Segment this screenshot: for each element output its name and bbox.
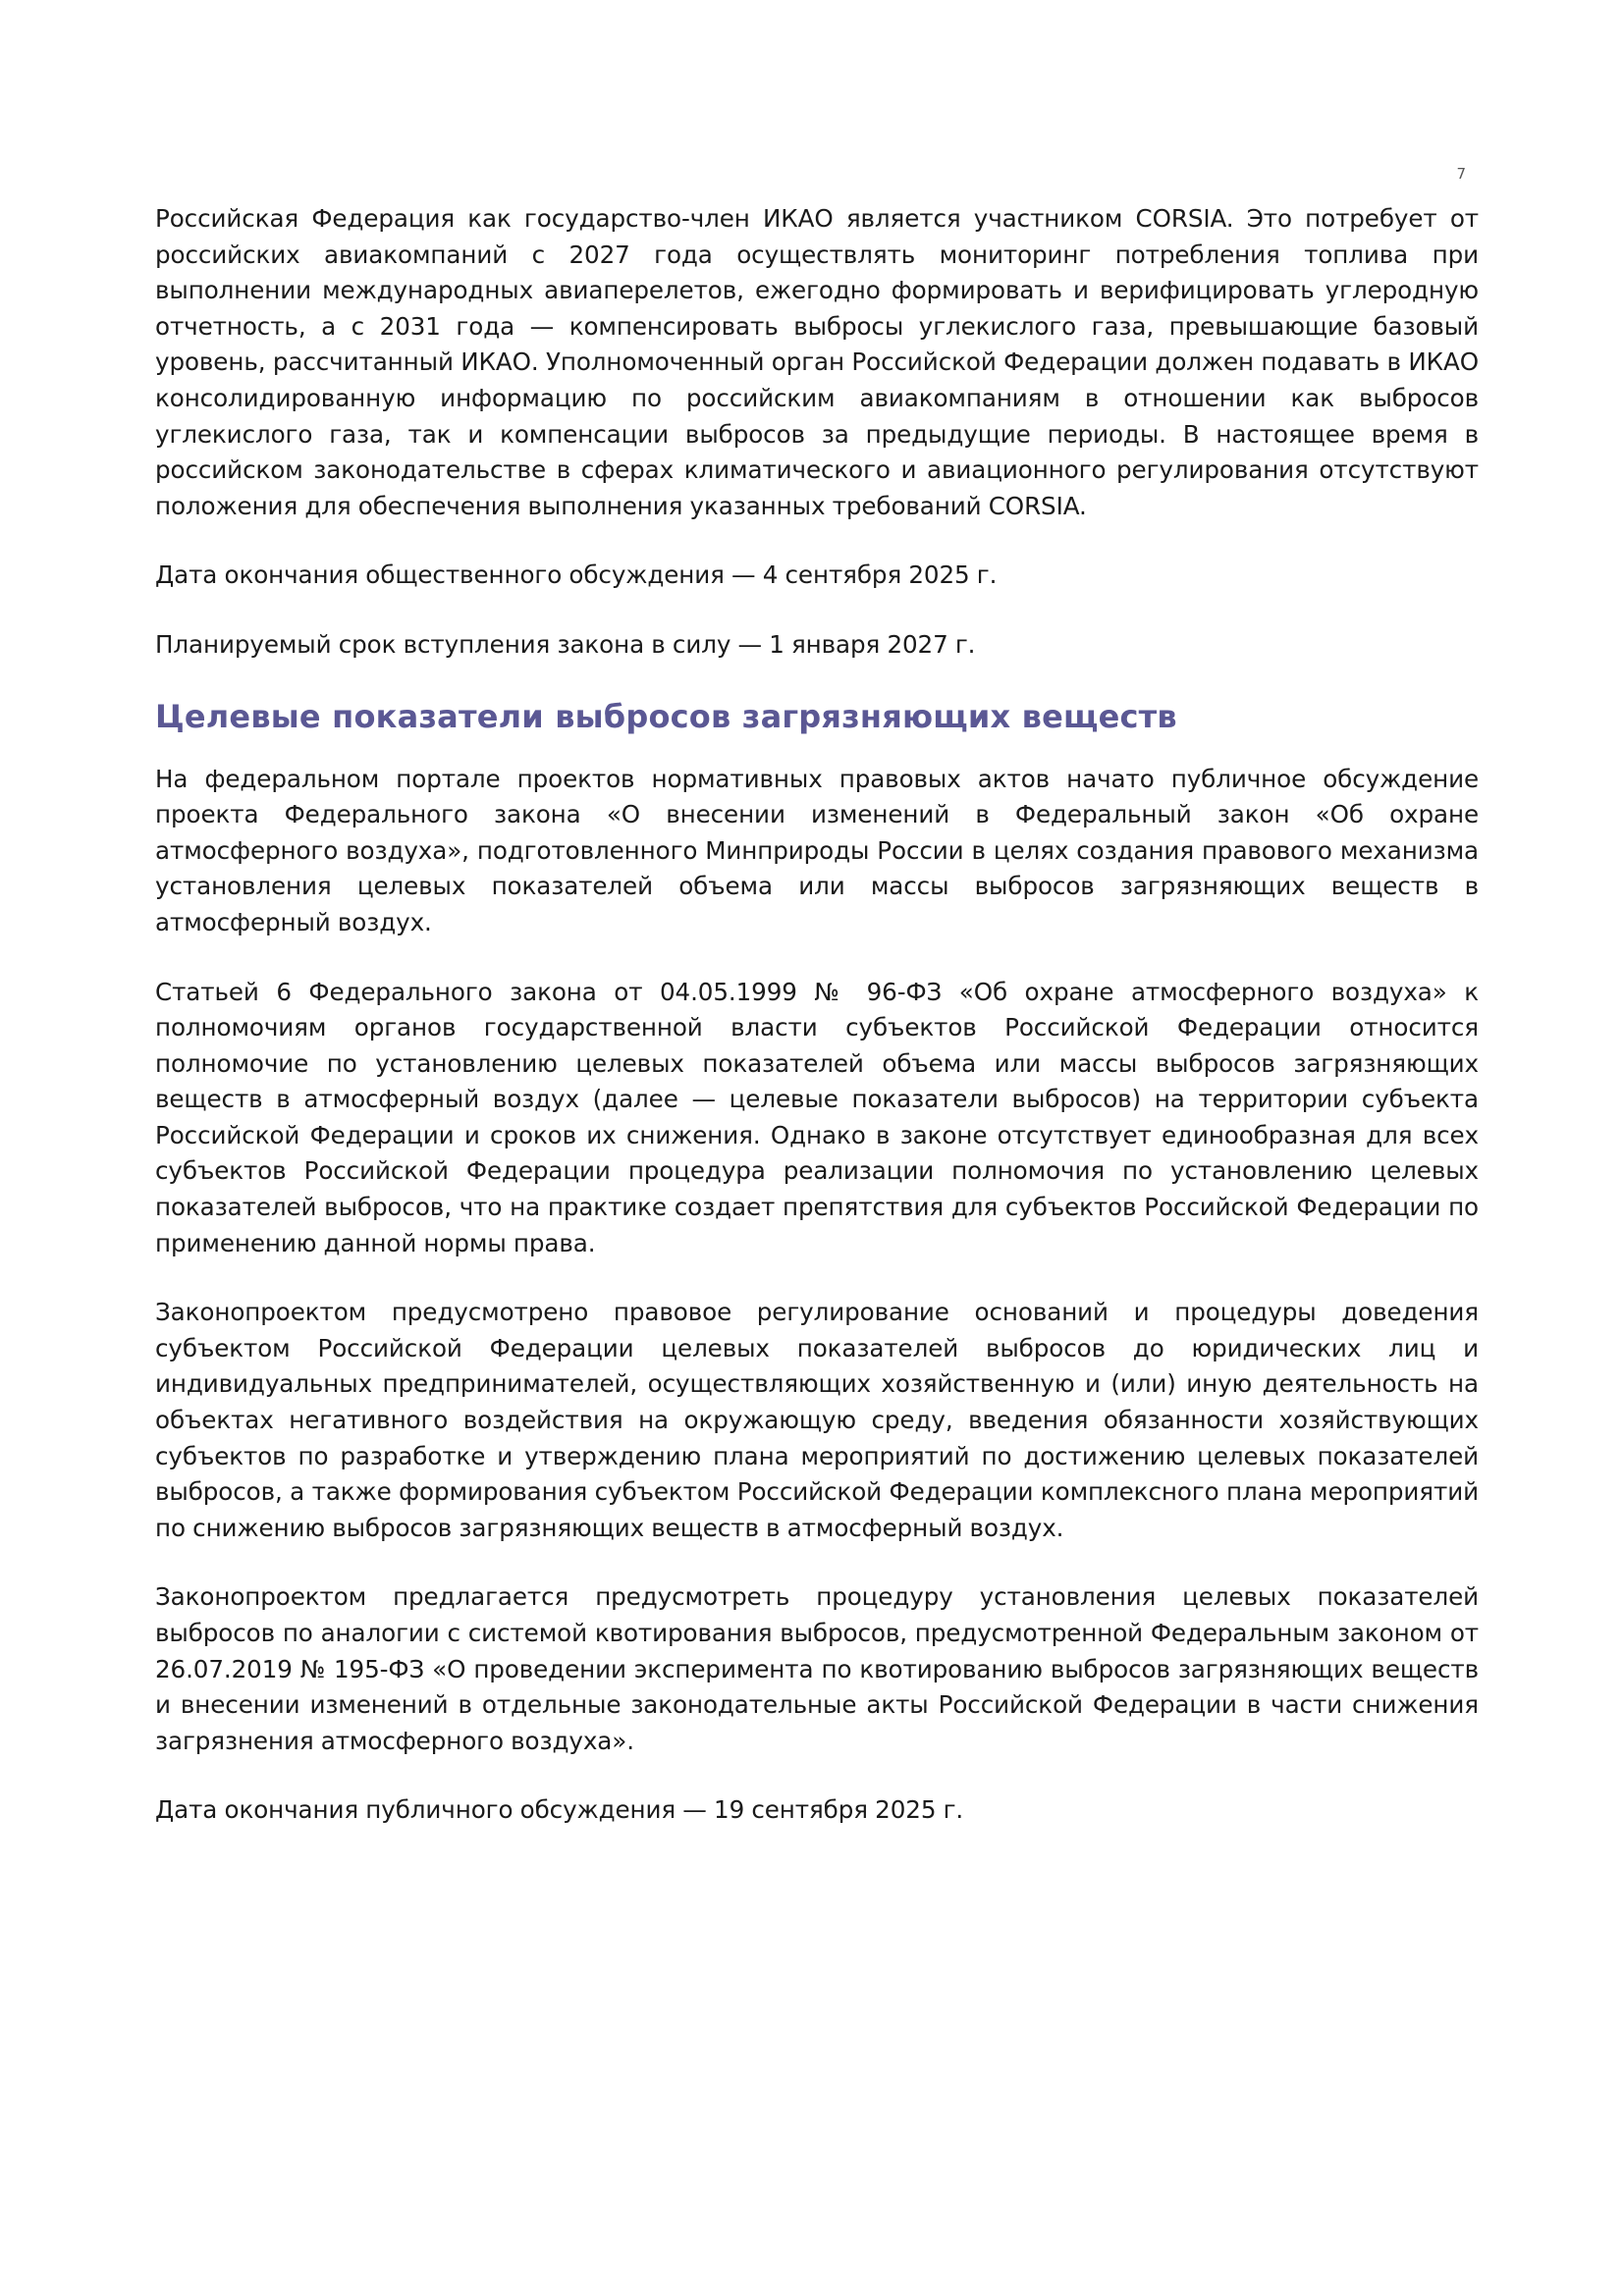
paragraph-effective-date: Планируемый срок вступления закона в силу — 1 января 2027 г. [155, 629, 976, 659]
paragraph-article-6: Статьей 6 Федерального закона от 04.05.1999 № 96-ФЗ «Об охране атмосферного воздуха» к полномочиям органов государственной власти субъектов Российской Федерации относится полномочие по установлению целевых показателей объема или массы выбросов загрязняющих веществ в атмосферный воздух (далее — целевые показатели выбросов) на территории субъекта Российской Федерации и сроков их снижения. Однако в законе отсутствует единообразная для всех субъектов Российской Федерации процедура реализации полномочия по установлению целевых показателей выбросов, что на практике создает препятствия для субъектов Российской Федерации по применению данной нормы права. [155, 977, 1479, 1257]
section-heading: Целевые показатели выбросов загрязняющих веществ [155, 697, 1177, 735]
page-number: 7 [1456, 165, 1466, 183]
paragraph-corsia: Российская Федерация как государство-член ИКАО является участником CORSIA. Это потребует от российских авиакомпаний с 2027 года осуществлять мониторинг потребления топлива при выполнении международных авиаперелетов, ежегодно формировать и верифицировать углеродную отчетность, а с 2031 года — компенсировать выбросы углекислого газа, превышающие базовый уровень, рассчитанный ИКАО. Уполномоченный орган Российской Федерации должен подавать в ИКАО консолидированную информацию по российским авиакомпаниям в отношении как выбросов углекислого газа, так и компенсации выбросов за предыдущие периоды. В настоящее время в российском законодательстве в сферах климатического и авиационного регулирования отсутствуют положения для обеспечения выполнения указанных требований CORSIA. [155, 204, 1479, 520]
paragraph-discussion-end-date: Дата окончания общественного обсуждения — 4 сентября 2025 г. [155, 561, 998, 590]
paragraph-draft-law-intro: На федеральном портале проектов нормативных правовых актов начато публичное обсуждение проекта Федерального закона «О внесении изменений в Федеральный закон «Об охране атмосферного воздуха», подготовленного Минприроды России в целях создания правового механизма установления целевых показателей объема или массы выбросов загрязняющих веществ в атмосферный воздух. [155, 764, 1479, 936]
paragraph-quota-analogy: Законопроектом предлагается предусмотреть процедуру установления целевых показателей выбросов по аналогии с системой квотирования выбросов, предусмотренной Федеральным законом от 26.07.2019 № 195-ФЗ «О проведении эксперимента по квотированию выбросов загрязняющих веществ и внесении изменений в отдельные законодательные акты Российской Федерации в части снижения загрязнения атмосферного воздуха». [155, 1582, 1479, 1755]
document-body [155, 201, 1479, 1862]
paragraph-regulation-scope: Законопроектом предусмотрено правовое регулирование оснований и процедуры доведения субъектом Российской Федерации целевых показателей выбросов до юридических лиц и индивидуальных предпринимателей, осуществляющих хозяйственную и (или) иную деятельность на объектах негативного воздействия на окружающую среду, введения обязанности хозяйствующих субъектов по разработке и утверждению плана мероприятий по достижению целевых показателей выбросов, а также формирования субъектом Российской Федерации комплексного плана мероприятий по снижению выбросов загрязняющих веществ в атмосферный воздух. [155, 1298, 1479, 1542]
paragraph-public-discussion-end-date: Дата окончания публичного обсуждения — 19 сентября 2025 г. [155, 1795, 964, 1825]
